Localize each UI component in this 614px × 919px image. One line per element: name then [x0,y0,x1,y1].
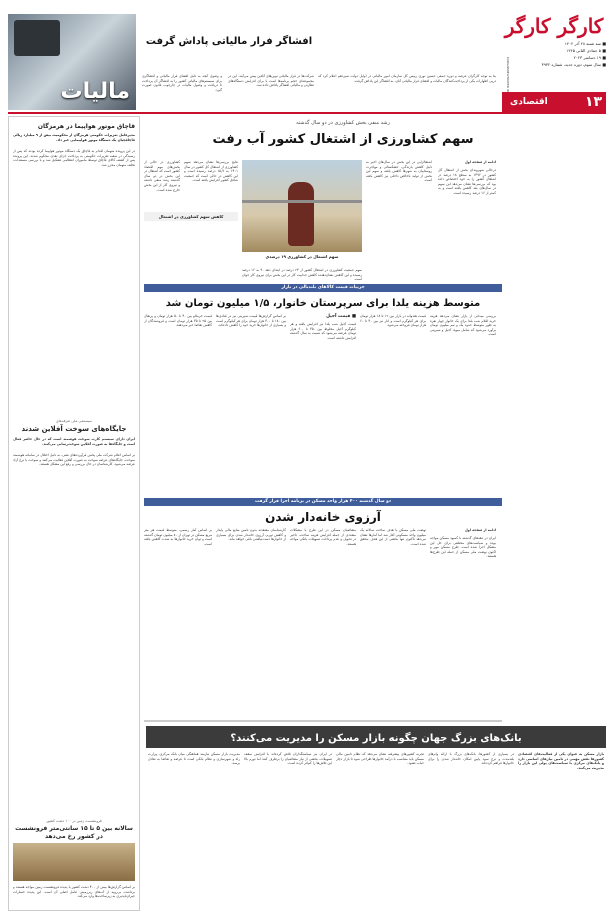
irrigation-pipe [242,200,362,203]
bottom-text-3: تجربه کشورهای پیشرفته نشان می‌دهد که نظام تامین مالی مسکن باید متناسب با درآمد خانوارها طراحی شود تا بازار دچار حباب نشود. [336,752,424,766]
sidebar-s1-title: قاچاق موتور هواپیما در هرمزگان [37,123,135,130]
banks-title: بانک‌های بزرگ جهان چگونه بازار مسکن را مدیریت می‌کنند؟ [230,733,522,744]
date-line: ■ ۱۹ دسامبر ۲۰۲۳ [573,55,606,60]
sidebar-s3-text: بر اساس گزارش‌ها بیش از ۴۰۰ دشت کشور با پدیده فرونشست زمین مواجه هستند و برداشت بی‌رویه از آب‌های زیرزمینی عامل اصلی آن است. این پدیده خسارات جبران‌ناپذیری به زیرساخت‌ها وارد می‌کند. [13,885,135,899]
agri-photo [242,160,362,252]
top-text-1: بنا به توجه کارگران عرصه و دوره جمعی حسین نوری رییس کل سازمان امور مالیاتی در اوایل دولت سیزدهم اعلام کرد که درپی اظهارات یکی از پرداخت‌کنندگان مالیات و افشای فرار مالیاتی آنان، به افشاگر این پاداش گرفت. [318,74,496,83]
housing-bar: دو سال گذشته ۴۰۰ هزار واحد مسکن در برنامه اجرا قرار گرفت [144,498,502,506]
section-name: اقتصادی [510,97,548,107]
maliyat-photo [8,14,136,110]
masthead [502,14,606,96]
agri-text-3: نتایج بررسی‌ها نشان می‌دهد سهم کشاورزی از اشتغال کل کشور در سال ۱۴۰۱ به ۱۵٫۹ درصد رسیده است و این کاهش در حالی است که جمعیت شاغل کشور افزایش یافته است. [184,160,238,183]
section-bar [502,92,606,114]
agri-kicker: رشد منفی بخش کشاورزی در دو سال گذشته [296,120,390,126]
sidebar-photo-title: سالانه بین ۵ تا ۱۵ سانتی‌متر فرونشست در کشور رخ می‌دهد [15,825,133,840]
yalda-text-2: قیمت هندوانه در بازار بین ۱۲ تا ۱۸ هزار تومان برای هر کیلوگرم است و انار نیز بین ۴۰ تا ۶۰ هزار تومان فروخته می‌شود. [360,314,426,328]
sidebar [8,116,140,911]
date-line: ■ سه شنبه ۲۸ آذر ۱۴۰۲ [564,41,606,46]
housing-title: آرزوی خانه‌دار شدن [265,510,381,524]
housing-text-5: بر اساس آمار رسمی، متوسط قیمت هر متر مربع مسکن در تهران از ۸۰ میلیون تومان گذشته است و توان خرید خانوارها به شدت کاهش یافته است. [144,528,212,546]
prices-bar: جزییات قیمت کالاهای بلندبالی در بازار [144,284,502,292]
bottom-text-5: مدیریت بازار مسکن نیازمند هماهنگی میان بانک مرکزی، وزارت راه و شهرسازی و نظام بانکی است تا عرضه و تقاضا به تعادل برسد. [148,752,240,766]
agri-sub-caption: کاهش سهم کشاورزی در اشتغال [144,212,238,221]
agri-title: سهم کشاورزی از اشتغال کشور آب رفت [212,132,474,147]
site-url: KARGARNEWSPAPER.IR [506,57,510,92]
bottom-text-1: بازار مسکن به عنوان یکی از فعالیت‌های اقتصادی کشورها نقش مهمی در تامین نیازهای اساسی دارد و بانک‌های مرکزی با سیاست‌های پولی این بازار را مدیریت می‌کنند. [518,752,604,770]
agri-byline: ادامه از صفحه اول [464,160,496,164]
housing-inset-box [144,720,502,722]
housing-text-3: متقاضیان مسکن در این طرح با مشکلات متعددی از جمله افزایش هزینه ساخت، تاخیر در تحویل و عدم پرداخت تسهیلات بانکی مواجه هستند. [290,528,356,546]
date-line: ■ سال سوم، دوره جدید، شماره ۳۹۳۲ [541,62,606,67]
yalda-text-4: بر اساس گزارش‌ها قیمت شیرینی نیز در قنادی‌ها بین ۱۸۰ تا ۳۰۰ هزار تومان برای هر کیلوگرم است و بسیاری از خانوارها خرید خود را کاهش داده‌اند. [216,314,286,328]
banks-bar [146,726,606,748]
maliyat-label: مالیات [60,79,130,104]
yalda-text-3: قیمت آجیل شب یلدا نیز افزایش یافته و هر کیلوگرم آجیل مخلوط بین ۳۵۰ تا ۶۰۰ هزار تومان عرضه می‌شود که نسبت به سال گذشته افزایش داشته است. [290,322,356,340]
housing-text-1: ایران در دهه‌های گذشته با کمبود مسکن مواجه بوده و سیاست‌های مختلفی برای حل این مشکل اجرا شده است. طرح مسکن مهر و اکنون نهضت ملی مسکن از جمله این طرح‌ها هستند. [430,536,496,559]
sidebar-s2-text: بر اساس اعلام شرکت ملی پخش فرآورده‌های نفتی، به دلیل اختلال در سامانه هوشمند سوخت، جایگاه‌های عرضه سوخت به صورت آفلاین فعالیت می‌کنند و سوخت با نرخ آزاد عرضه می‌شود. کارشناسان در حال بررسی و رفع این مشکل هستند. [13,453,135,467]
housing-byline: ادامه از صفحه اول [464,528,496,532]
land-subsidence-photo [13,843,135,881]
page-number: ۱۳ [584,94,602,110]
caption-title: سهم اشتغال در کشاورزی ۱۹ درصدی [265,254,339,259]
agri-text-5: سهم جمعیت کشاورزی در اشتغال کشور از ۲۳ درصد در ابتدای دهه ۹۰ به ۱۶ درصد رسیده و این کاهش نشان‌دهنده کاهش جذابیت کار در این بخش برای نیروی کار جوان است. [242,268,362,282]
sidebar-s2-lead: ایران دارای سیستم کارت سوخت هوشمند است که در حال حاضر فعال است و جایگاه‌ها به صورت آفلاین سوخت‌رسانی می‌کنند. [13,437,135,446]
sidebar-s1-text: در این پرونده متهمان اقدام به قاچاق یک دستگاه موتور هواپیما کرده بودند که پس از رسیدگی در شعبه تعزیرات حکومتی به پرداخت جزای نقدی محکوم شدند. این پرونده پس از کشف کالای قاچاق توسط ماموران انتظامی تشکیل شد و با بررسی مستندات، تخلف متهمان محرز شد. [13,149,135,167]
date-line: ■ ۵ جمادی الثانی ۱۴۴۵ [566,48,606,53]
calculator-icon [14,20,60,56]
housing-text-4: کارشناسان معتقدند بدون تامین منابع مالی پایدار و کاهش تورم، آرزوی خانه‌دار شدن برای بسیاری از خانوارها دست‌نیافتنی باقی خواهد ماند. [216,528,286,542]
yalda-title: متوسط هزینه یلدا برای سرپرستان خانوار، ۱/۵ میلیون تومان شد [165,298,481,309]
sidebar-s2-kicker: سیستمی ملی تعرفه‌های [55,419,93,423]
agri-caption [242,254,362,266]
logo: کارگر کارگر [504,14,604,38]
housing-text-2: نهضت ملی مسکن با هدف ساخت سالانه یک میلیون واحد مسکونی آغاز شد اما آمارها نشان می‌دهد تاکنون تنها بخشی از این هدف محقق شده است. [360,528,426,546]
farmer-figure [288,182,314,246]
bottom-text-2: در بسیاری از کشورها، بانک‌های بزرگ با ارائه وام‌های بلندمدت و نرخ سود پایین امکان خانه‌دار شدن را برای خانوارها فراهم کرده‌اند. [428,752,514,766]
sidebar-photo-kicker: فرونشست زمین در ۱۰۰ دشت کشور [46,819,102,823]
top-text-3: و وصول آنچه به دلیل افشای فرار مالیاتی و افشاگری برای سیستم‌های مالیاتی کشور را به افشاگر آن پرداخت تا دریافت و وصول مالیات در چارچوب قانون صورت گیرد. [142,74,222,92]
top-story-title: افشاگر فرار مالیاتی پاداش گرفت [145,36,313,47]
yalda-sub: ■ قیمت آجیل [326,314,356,319]
top-text-2: شرکت‌ها در فرار مالیاتی نوین‌های آنلاین پیش می‌آیند. این در مجموعه‌ای حجم برنامه‌ها است با برای افزایش دستگاه‌های نظارتی و مالیاتی افشاگر پاداش داده شد. [228,74,314,88]
yalda-text-1: بررسی میدانی از بازار نشان می‌دهد هزینه خرید اقلام شب یلدا برای یک خانوار چهار نفره به طور متوسط حدود یک و نیم میلیون تومان برآورد می‌شود که شامل میوه، آجیل و شیرینی است. [430,314,496,337]
agri-text-1: درحالی شهروندان بخش از اشتغال کل کشور در ۱۳۹۶ به سطح ۱۸ درصد در اشتغال کشور را به خود اختصاص داده بود که بررسی‌ها نشان می‌دهد این سهم در سال‌های بعد کاهش یافته است و به کمتر از ۱۶ درصد رسیده است. [438,168,496,195]
bottom-text-4: در ایران نیز سیاستگذاران تلاش کرده‌اند با افزایش سقف تسهیلات، بخشی از نیاز متقاضیان را برطرف کنند اما تورم بالا این تلاش‌ها را کم‌اثر کرده است. [244,752,332,766]
section-rule [8,112,502,114]
sidebar-s2-title: جایگاه‌های سوخت آفلاین شدند [21,425,127,433]
sidebar-s1-lead: مدیرعامل تعزیرات حکومتی هرمزگان از محکومیت بیش از ۹ میلیارد ریالی قاچاقچیان یک دستگاه موتور هواپیمایی خبر داد. [13,133,135,142]
yalda-text-5: قیمت خرمالو بین ۴۰ تا ۵۰ هزار تومان و پرتقال بین ۲۵ تا ۳۵ هزار تومان است و فروشندگان از کاهش تقاضا خبر می‌دهند. [144,314,212,328]
date-lines [514,40,606,68]
agri-text-2: اشتغالزایی در این بخش در سال‌های اخیر به دلیل کاهش بارندگی، خشکسالی و مهاجرت روستاییان به شهرها کاهش یافته و سهم این بخش از تولید ناخالص داخلی نیز کاهش یافته است. [366,160,432,183]
agri-text-4: کشاورزی در حالی از بخش‌های مهم اقتصاد کشور است که اشتغال در این بخش در دو سال گذشته رشد منفی داشته و نیروی کار از این بخش خارج شده است. [144,160,180,192]
